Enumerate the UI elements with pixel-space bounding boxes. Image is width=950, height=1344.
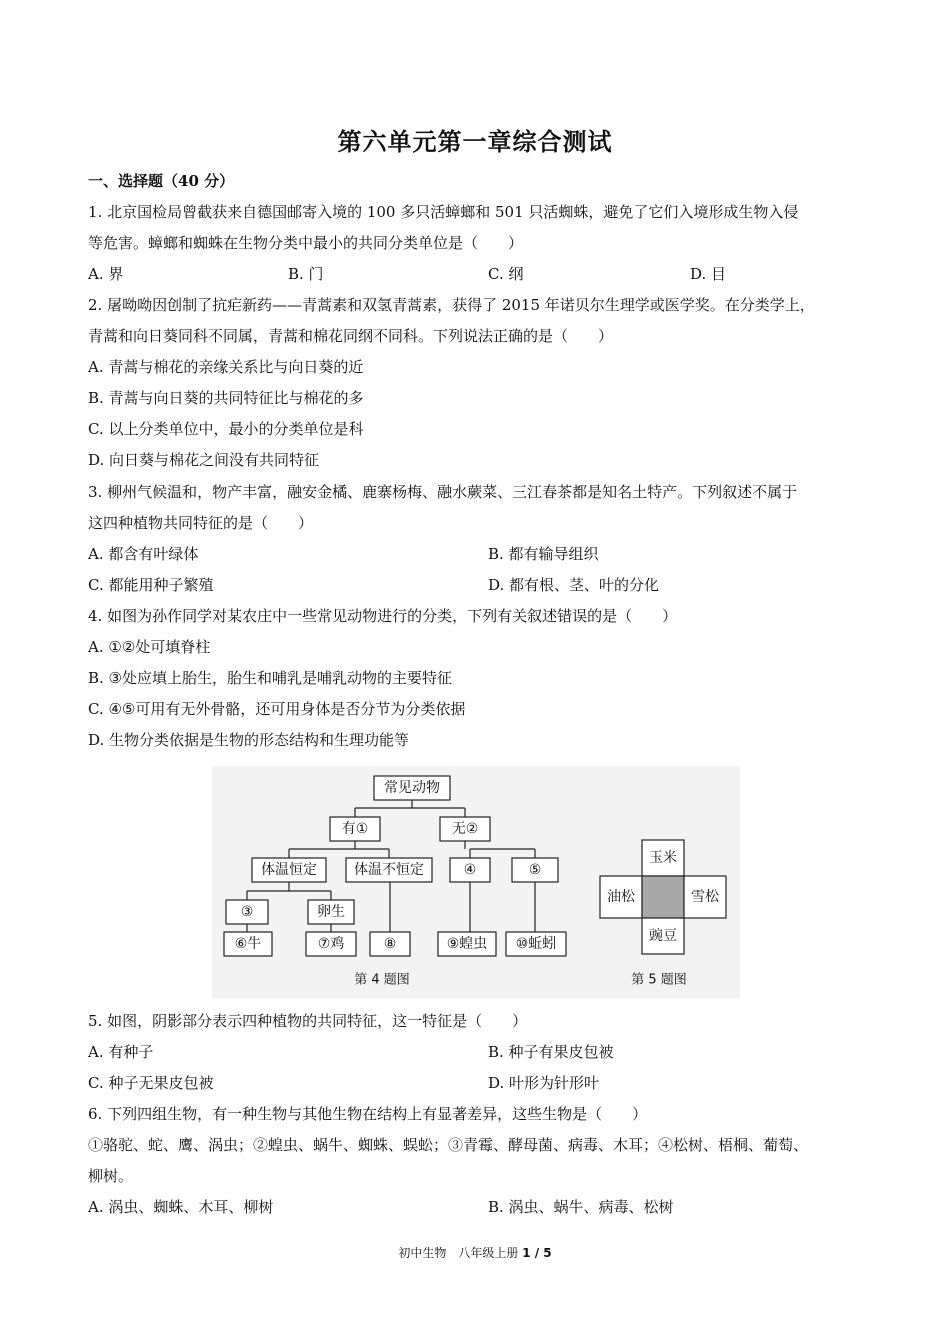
q1-option-a: A. 界	[88, 265, 124, 283]
q6-stem-line2: ①骆驼、蛇、鹰、涡虫；②蝗虫、蜗牛、蜘蛛、蜈蚣；③青霉、酵母菌、病毒、木耳；④松树、梧桐、葡萄、	[88, 1136, 809, 1154]
q2-option-a: A. 青蒿与棉花的亲缘关系比与向日葵的近	[88, 358, 364, 376]
q3-option-d: D. 都有根、茎、叶的分化	[488, 576, 660, 594]
f5-label-bottom: 豌豆	[649, 928, 677, 944]
q2-option-d: D. 向日葵与棉花之间没有共同特征	[88, 451, 320, 469]
label-n8: ⑧	[383, 936, 397, 952]
page-title: 第六单元第一章综合测试	[337, 127, 613, 156]
f5-center-shaded	[642, 876, 684, 918]
q6-option-b: B. 涡虫、蜗牛、病毒、松树	[488, 1198, 674, 1216]
q5-stem-line1: 5. 如图，阴影部分表示四种植物的共同特征，这一特征是（ ）	[88, 1012, 528, 1030]
label-root: 常见动物	[384, 780, 440, 796]
label-chicken: ⑦鸡	[317, 936, 345, 952]
label-has: 有①	[341, 821, 369, 837]
label-cow: ⑥牛	[234, 936, 262, 952]
q5-option-a: A. 有种子	[88, 1043, 154, 1061]
label-n5: ⑤	[528, 862, 542, 878]
q3-option-a: A. 都含有叶绿体	[88, 545, 199, 563]
q5-option-b: B. 种子有果皮包被	[488, 1043, 614, 1061]
q2-stem-line1: 2. 屠呦呦因创制了抗疟新药——青蒿素和双氢青蒿素，获得了 2015 年诺贝尔生理学或医学奖。在分类学上，	[88, 296, 815, 314]
q2-stem-line2: 青蒿和向日葵同科不同属，青蒿和棉花同纲不同科。下列说法正确的是（ ）	[88, 327, 614, 345]
q3-stem-line2: 这四种植物共同特征的是（ ）	[88, 514, 314, 532]
figure-4-5	[212, 766, 740, 998]
q2-option-b: B. 青蒿与向日葵的共同特征比与棉花的多	[88, 389, 364, 407]
q1-stem-line2: 等危害。蟑螂和蜘蛛在生物分类中最小的共同分类单位是（ ）	[88, 234, 524, 252]
label-n4: ④	[463, 862, 477, 878]
q1-option-d: D. 目	[690, 265, 727, 283]
q6-stem-line3: 柳树。	[88, 1167, 134, 1185]
q4-stem-line1: 4. 如图为孙作同学对某农庄中一些常见动物进行的分类，下列有关叙述错误的是（ ）	[88, 607, 678, 625]
label-no: 无②	[451, 821, 479, 837]
label-n3: ③	[240, 904, 254, 920]
q4-option-c: C. ④⑤可用有无外骨骼，还可用身体是否分节为分类依据	[88, 700, 466, 718]
label-egg: 卵生	[317, 904, 345, 920]
q6-option-a: A. 涡虫、蜘蛛、木耳、柳树	[88, 1198, 274, 1216]
q6-stem-line1: 6. 下列四组生物，有一种生物与其他生物在结构上有显著差异，这些生物是（ ）	[88, 1105, 648, 1123]
f5-label-top: 玉米	[649, 850, 677, 866]
q3-option-c: C. 都能用种子繁殖	[88, 576, 214, 594]
f5-label-left: 油松	[607, 889, 635, 905]
figure-diagram	[212, 766, 740, 998]
label-worm: ⑩蚯蚓	[515, 936, 557, 952]
figure5-caption: 第 5 题图	[631, 972, 687, 988]
label-locust: ⑨蝗虫	[446, 936, 488, 952]
f5-label-right: 雪松	[691, 889, 719, 905]
q4-option-a: A. ①②处可填脊柱	[88, 638, 211, 656]
section-heading: 一、选择题（40 分）	[88, 172, 235, 190]
q1-option-b: B. 门	[288, 265, 324, 283]
footer-text: 初中生物 八年级上册	[398, 1246, 519, 1260]
q1-stem-line1: 1. 北京国检局曾截获来自德国邮寄入境的 100 多只活蟑螂和 501 只活蜘蛛，避免了它们入境形成生物入侵	[88, 203, 799, 221]
label-cold: 体温不恒定	[354, 862, 424, 878]
figure4-caption: 第 4 题图	[354, 972, 410, 988]
q2-option-c: C. 以上分类单位中，最小的分类单位是科	[88, 420, 364, 438]
q3-stem-line1: 3. 柳州气候温和，物产丰富，融安金橘、鹿寨杨梅、融水蕨菜、三江春茶都是知名土特产。下列叙述不属于	[88, 483, 798, 501]
q4-option-b: B. ③处应填上胎生，胎生和哺乳是哺乳动物的主要特征	[88, 669, 453, 687]
q1-option-c: C. 纲	[488, 265, 524, 283]
q4-option-d: D. 生物分类依据是生物的形态结构和生理功能等	[88, 731, 410, 749]
page-number: 1 / 5	[522, 1246, 552, 1260]
label-warm: 体温恒定	[261, 862, 317, 878]
q3-option-b: B. 都有输导组织	[488, 545, 599, 563]
q5-option-d: D. 叶形为针形叶	[488, 1074, 600, 1092]
page-footer	[0, 1244, 950, 1261]
q5-option-c: C. 种子无果皮包被	[88, 1074, 214, 1092]
